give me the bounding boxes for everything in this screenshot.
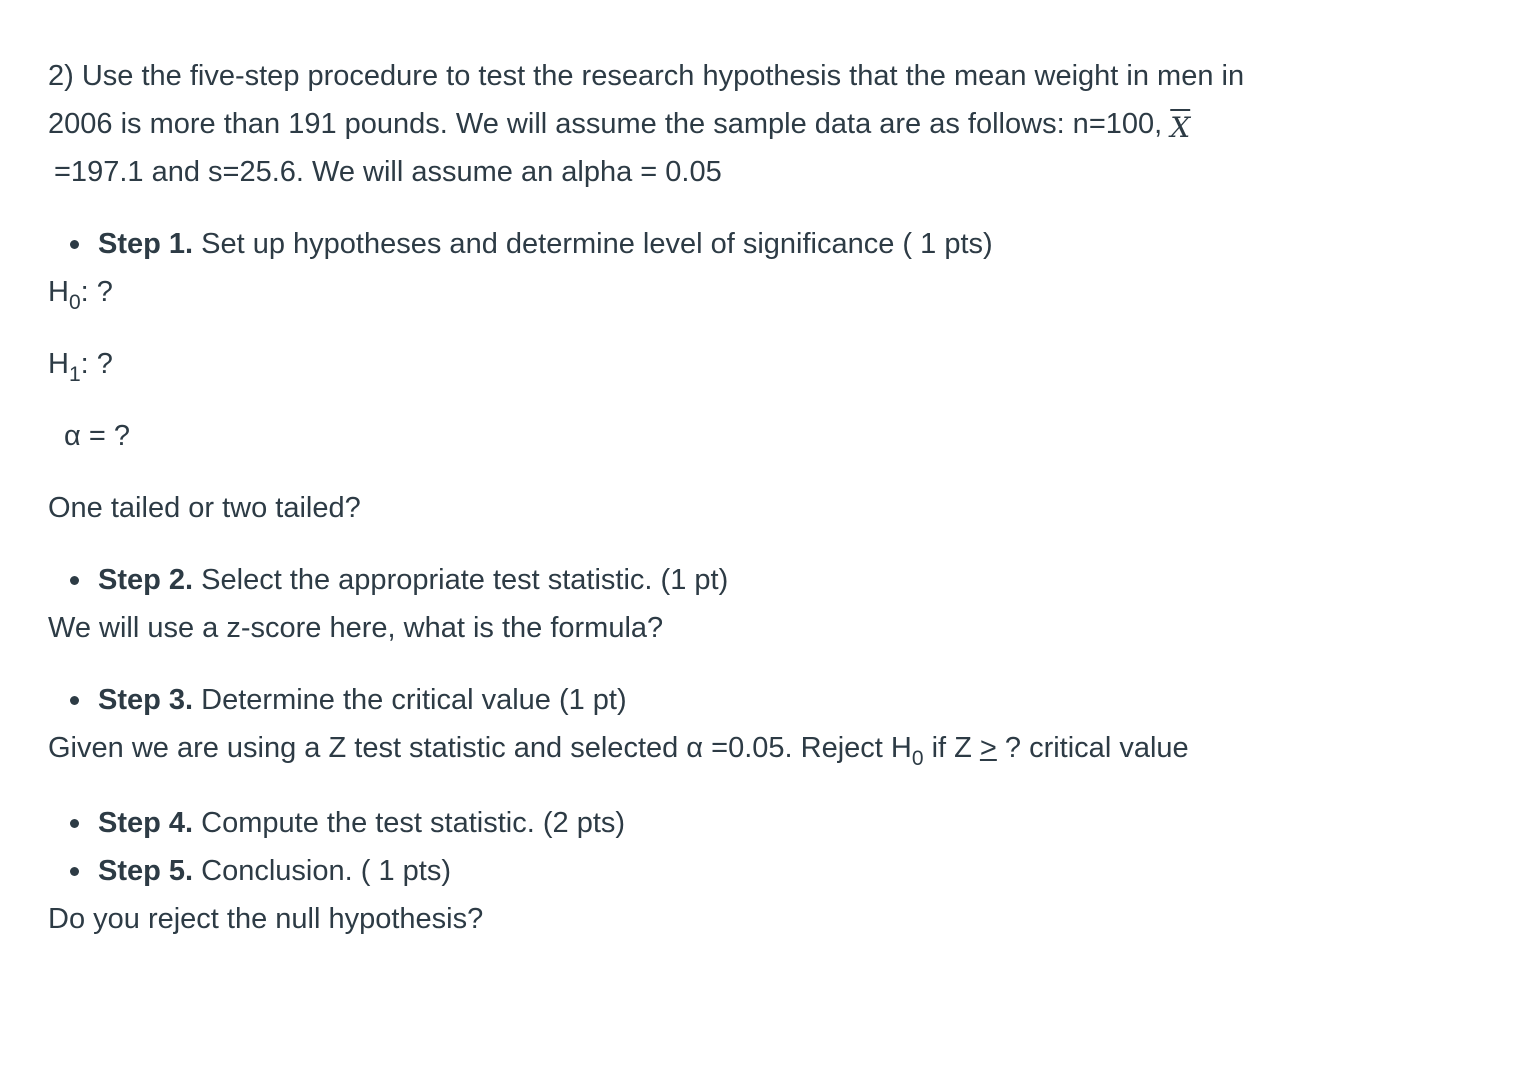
step-5-item — [98, 847, 1468, 895]
zscore-question: We will use a z-score here, what is the formula? — [48, 612, 664, 644]
step-4-text: Compute the test statistic. (2 pts) — [193, 807, 626, 839]
null-hypothesis-value: : ? — [80, 276, 113, 308]
question-line-2 — [48, 100, 1468, 148]
question-intro — [48, 52, 1468, 196]
critical-value-part-2: if Z — [923, 732, 980, 764]
step-1-item — [98, 220, 1468, 268]
critical-value-subscript: 0 — [911, 747, 924, 770]
critical-value-part-3: ? critical value — [996, 732, 1189, 764]
step-4-label: Step 4. — [98, 807, 194, 839]
alt-hypothesis-line — [48, 340, 1468, 388]
step-5-text: Conclusion. ( 1 pts) — [193, 855, 451, 887]
greater-equal-symbol: > — [979, 732, 997, 764]
step-2-list — [48, 556, 1468, 604]
step-1-label: Step 1. — [98, 228, 194, 260]
question-line-3: =197.1 and s=25.6. We will assume an alpha = 0.05 — [54, 156, 722, 188]
null-hypothesis-h: H — [48, 276, 69, 308]
step-3-item — [98, 676, 1468, 724]
step-4-item — [98, 799, 1468, 847]
tails-question: One tailed or two tailed? — [48, 492, 361, 524]
step-2-label: Step 2. — [98, 564, 194, 596]
step-5-label: Step 5. — [98, 855, 194, 887]
step-1-list — [48, 220, 1468, 268]
step-2-text: Select the appropriate test statistic. (1 pt) — [193, 564, 729, 596]
final-question: Do you reject the null hypothesis? — [48, 903, 484, 935]
step-1-text: Set up hypotheses and determine level of significance ( 1 pts) — [193, 228, 993, 260]
question-line-2-text: 2006 is more than 191 pounds. We will assume the sample data are as follows: n=100, — [48, 108, 1163, 140]
step-4-5-list — [48, 799, 1468, 895]
question-page — [48, 52, 1468, 943]
null-hypothesis-line — [48, 268, 1468, 316]
null-hypothesis-subscript: 0 — [68, 291, 81, 314]
alt-hypothesis-h: H — [48, 348, 69, 380]
alt-hypothesis-subscript: 1 — [68, 363, 81, 386]
question-line-1: 2) Use the five-step procedure to test the research hypothesis that the mean weight in men in — [48, 60, 1245, 92]
step-2-item — [98, 556, 1468, 604]
alt-hypothesis-value: : ? — [80, 348, 113, 380]
step-3-text: Determine the critical value (1 pt) — [193, 684, 627, 716]
critical-value-part-1: Given we are using a Z test statistic and selected α =0.05. Reject H — [48, 732, 912, 764]
step-3-label: Step 3. — [98, 684, 194, 716]
critical-value-line — [48, 724, 1468, 775]
step-3-list — [48, 676, 1468, 724]
sample-mean-symbol: $\overline{X}$ — [1170, 111, 1191, 144]
alpha-line: α = ? — [64, 420, 130, 452]
